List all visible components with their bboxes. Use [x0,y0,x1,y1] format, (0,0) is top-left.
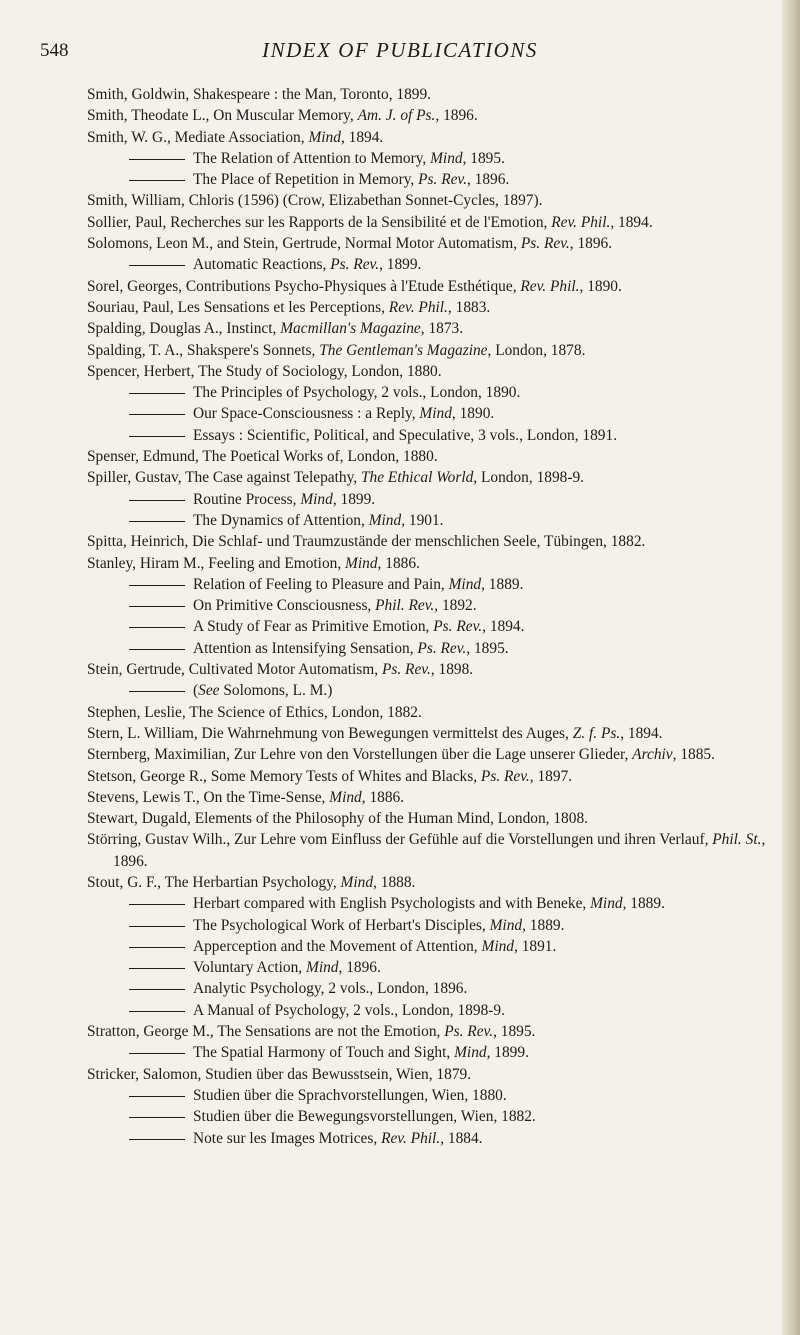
journal-title: Ps. Rev. [330,256,380,274]
index-subentry [87,1085,767,1106]
ditto-dash [129,1053,185,1054]
entry-text: Spalding, T. A., Shakspere's Sonnets, [87,341,320,359]
entry-text: A Manual of Psychology, 2 vols., London, 1898-9. [193,1001,505,1019]
entry-text: Routine Process, [193,490,301,508]
index-entry [87,744,767,765]
entry-tail: , 1898. [430,661,474,679]
entry-text: ( [193,682,199,700]
ditto-dash [129,500,185,501]
entry-tail: , 1884. [440,1129,483,1147]
index-subentry [87,510,767,531]
entry-tail: , 1891. [514,937,557,955]
index-entry [87,702,767,723]
index-subentry [87,978,767,999]
entry-text: Stanley, Hiram M., Feeling and Emotion, [87,554,346,572]
journal-title: Ps. Rev. [520,235,570,253]
journal-title: Mind [590,895,623,913]
index-entry [87,127,767,148]
entry-text: The Psychological Work of Herbart's Disciples, [193,916,490,934]
entry-text: Stevens, Lewis T., On the Time-Sense, [87,788,330,806]
index-subentry [87,915,767,936]
entry-text: Essays : Scientific, Political, and Speculative, 3 vols., London, 1891. [193,426,618,444]
index-entry [87,553,767,574]
entry-tail: , 1889. [522,916,565,934]
journal-title: Ps. Rev. [381,661,431,679]
index-entry [87,829,767,872]
entry-tail: , 1885. [672,746,715,764]
entry-tail: , 1895. [466,639,509,657]
ditto-dash [129,585,185,586]
ditto-dash [129,1011,185,1012]
entry-text: Stewart, Dugald, Elements of the Philosophy of the Human Mind, London, 1808. [87,810,588,828]
ditto-dash [129,947,185,948]
entry-tail: , 1894. [482,618,525,636]
entry-text: The Place of Repetition in Memory, [193,171,419,189]
journal-title: Phil. St. [712,831,762,849]
journal-title: Mind [345,554,378,572]
index-subentry [87,638,767,659]
entry-tail: , 1894. [610,213,653,231]
journal-title: Rev. Phil. [520,277,580,295]
ditto-dash [129,649,185,650]
entry-tail: , 1886. [361,788,405,806]
ditto-dash [129,1096,185,1097]
index-subentry [87,616,767,637]
index-subentry [87,680,767,701]
entry-text: Spenser, Edmund, The Poetical Works of, London, 1880. [87,448,438,466]
entry-text: Solomons, Leon M., and Stein, Gertrude, Normal Motor Automatism, [87,235,521,253]
entry-tail: , 1896. [435,107,478,125]
entry-tail: , 1899. [486,1044,529,1062]
index-subentry [87,574,767,595]
ditto-dash [129,1117,185,1118]
journal-title: Ps. Rev. [433,618,483,636]
index-subentry [87,1128,767,1149]
entry-tail: , 1895. [493,1023,536,1041]
ditto-dash [129,606,185,607]
entry-tail: , 1896. [569,235,613,253]
entry-tail: , 1886. [377,554,420,572]
entry-tail: , 1896. [338,959,381,977]
entry-tail: , 1894. [620,724,663,742]
index-entry [87,340,767,361]
ditto-dash [129,414,185,415]
journal-title: Am. J. of Ps. [357,107,436,125]
index-entry [87,212,767,233]
entry-tail: , 1889. [481,575,524,593]
entry-text: Spiller, Gustav, The Case against Telepathy, [87,469,361,487]
entry-text: Herbart compared with English Psychologists and with Beneke, [193,895,591,913]
index-entry [87,659,767,680]
entry-tail: , 1899. [332,490,376,508]
index-subentry [87,595,767,616]
entry-text: Analytic Psychology, 2 vols., London, 1896. [193,980,468,998]
ditto-dash [129,968,185,969]
index-entry [87,276,767,297]
journal-title: See [198,682,220,700]
entry-tail: , 1897. [529,767,573,785]
ditto-dash [129,904,185,905]
page-number: 548 [40,40,69,61]
ditto-dash [129,1139,185,1140]
index-entry [87,766,767,787]
entry-text: Spalding, Douglas A., Instinct, [87,320,281,338]
entry-text: Stricker, Salomon, Studien über das Bewusstsein, Wien, 1879. [87,1065,472,1083]
index-entry [87,233,767,254]
ditto-dash [129,627,185,628]
entry-text: The Principles of Psychology, 2 vols., London, 1890. [193,384,521,402]
entry-tail: , 1895. [462,149,505,167]
entry-text: The Spatial Harmony of Touch and Sight, [193,1044,455,1062]
entry-tail: , 1901. [401,511,444,529]
index-subentry [87,425,767,446]
index-entry [87,361,767,382]
entry-text: Spencer, Herbert, The Study of Sociology, London, 1880. [87,362,442,380]
index-subentry [87,936,767,957]
ditto-dash [129,393,185,394]
entry-text: Our Space-Consciousness : a Reply, [193,405,420,423]
journal-title: Mind [419,405,452,423]
ditto-dash [129,159,185,160]
entry-text: Stern, L. William, Die Wahrnehmung von Bewegungen vermittelst des Auges, [87,724,573,742]
ditto-dash [129,436,185,437]
journal-title: Mind [481,937,515,955]
index-subentry [87,1042,767,1063]
page-edge [782,0,800,1335]
entry-text: Souriau, Paul, Les Sensations et les Perceptions, [87,298,389,316]
entry-text: On Primitive Consciousness, [193,597,376,615]
index-subentry [87,382,767,403]
index-subentry [87,254,767,275]
index-entry [87,318,767,339]
entry-text: Störring, Gustav Wilh., Zur Lehre vom Einfluss der Gefühle auf die Vorstellungen und ihren Verlauf, [87,831,713,849]
journal-title: Mind [368,511,402,529]
entry-text: Sternberg, Maximilian, Zur Lehre von den Vorstellungen über die Lage unserer Glieder, [87,746,633,764]
entry-text: Relation of Feeling to Pleasure and Pain, [193,575,449,593]
entry-text: Stein, Gertrude, Cultivated Motor Automatism, [87,661,382,679]
entry-text: Sorel, Georges, Contributions Psycho-Physiques à l'Etude Esthétique, [87,277,521,295]
index-subentry [87,148,767,169]
entry-text: Automatic Reactions, [193,256,331,274]
page-header [40,36,760,66]
entry-tail: , London, 1898-9. [473,469,585,487]
entry-text: Sollier, Paul, Recherches sur les Rapports de la Sensibilité et de l'Emotion, [87,213,552,231]
journal-title: Mind [308,128,341,146]
entry-text: Smith, Goldwin, Shakespeare : the Man, Toronto, 1899. [87,86,432,103]
index-entry [87,446,767,467]
journal-title: Rev. Phil. [388,298,448,316]
index-entry [87,1064,767,1085]
journal-title: Ps. Rev. [418,171,467,189]
ditto-dash [129,989,185,990]
journal-title: Mind [329,788,362,806]
journal-title: Mind [306,959,339,977]
entry-text: A Study of Fear as Primitive Emotion, [193,618,434,636]
entry-text: Smith, W. G., Mediate Association, [87,128,309,146]
entry-text: Studien über die Sprachvorstellungen, Wien, 1880. [193,1086,507,1104]
entry-text: The Dynamics of Attention, [193,511,369,529]
index-entry [87,531,767,552]
journal-title: The Gentleman's Magazine [319,341,488,359]
entry-text: Stout, G. F., The Herbartian Psychology, [87,873,341,891]
entry-tail: , 1890. [451,405,495,423]
index-entry [87,1021,767,1042]
running-title: INDEX OF PUBLICATIONS [262,38,538,62]
entry-tail: Solomons, L. M.) [219,682,333,700]
entry-text: Attention as Intensifying Sensation, [193,639,418,657]
journal-title: Rev. Phil. [551,213,611,231]
index-subentry [87,403,767,424]
index-entry [87,297,767,318]
index-subentry [87,1000,767,1021]
index-entry [87,467,767,488]
index-subentry [87,893,767,914]
index-subentry [87,169,767,190]
journal-title: Mind [489,916,523,934]
index-entry [87,190,767,211]
journal-title: The Ethical World [361,469,474,487]
ditto-dash [129,691,185,692]
journal-title: Phil. Rev. [375,597,435,615]
journal-title: Archiv [632,746,673,764]
journal-title: Mind [448,575,482,593]
entry-text: Smith, Theodate L., On Muscular Memory, [87,107,358,125]
entry-text: Voluntary Action, [193,959,307,977]
entry-tail: , 1873. [420,320,464,338]
entry-tail: , 1896. [113,831,766,870]
journal-title: Mind [430,149,463,167]
entry-text: Studien über die Bewegungsvorstellungen, Wien, 1882. [193,1108,536,1126]
index-entry [87,808,767,829]
journal-title: Z. f. Ps. [572,724,621,742]
index-entry [87,105,767,126]
index-entry [87,84,767,105]
entry-tail: , 1890. [579,277,622,295]
entry-text: Stephen, Leslie, The Science of Ethics, London, 1882. [87,703,422,721]
entry-tail: , 1896. [466,171,510,189]
entry-text: Smith, William, Chloris (1596) (Crow, Elizabethan Sonnet-Cycles, 1897). [87,192,543,210]
index-subentry [87,1106,767,1127]
entry-text: The Relation of Attention to Memory, [193,149,431,167]
journal-title: Macmillan's Magazine [280,320,421,338]
index-subentry [87,957,767,978]
journal-title: Ps. Rev. [480,767,530,785]
index-entry [87,723,767,744]
journal-title: Ps. Rev. [444,1023,494,1041]
entry-tail: , 1894. [340,128,384,146]
journal-title: Rev. Phil. [381,1129,441,1147]
entry-text: Apperception and the Movement of Attention, [193,937,482,955]
journal-title: Ps. Rev. [417,639,467,657]
ditto-dash [129,180,185,181]
entry-text: Note sur les Images Motrices, [193,1129,382,1147]
index-entry [87,787,767,808]
entry-tail: , 1889. [622,895,665,913]
entry-text: Spitta, Heinrich, Die Schlaf- und Traumzustände der menschlichen Seele, Tübingen, 1882. [87,533,646,551]
journal-title: Mind [340,873,374,891]
ditto-dash [129,926,185,927]
entry-text: Stetson, George R., Some Memory Tests of Whites and Blacks, [87,767,481,785]
entry-tail: , London, 1878. [487,341,586,359]
ditto-dash [129,265,185,266]
entry-tail: , 1888. [373,873,416,891]
entry-tail: , 1899. [379,256,422,274]
entry-tail: , 1892. [434,597,477,615]
entry-tail: , 1883. [447,298,491,316]
journal-title: Mind [454,1044,487,1062]
index-entry [87,872,767,893]
journal-title: Mind [300,490,333,508]
index-entries [87,84,767,1149]
entry-text: Stratton, George M., The Sensations are not the Emotion, [87,1023,445,1041]
index-subentry [87,489,767,510]
ditto-dash [129,521,185,522]
